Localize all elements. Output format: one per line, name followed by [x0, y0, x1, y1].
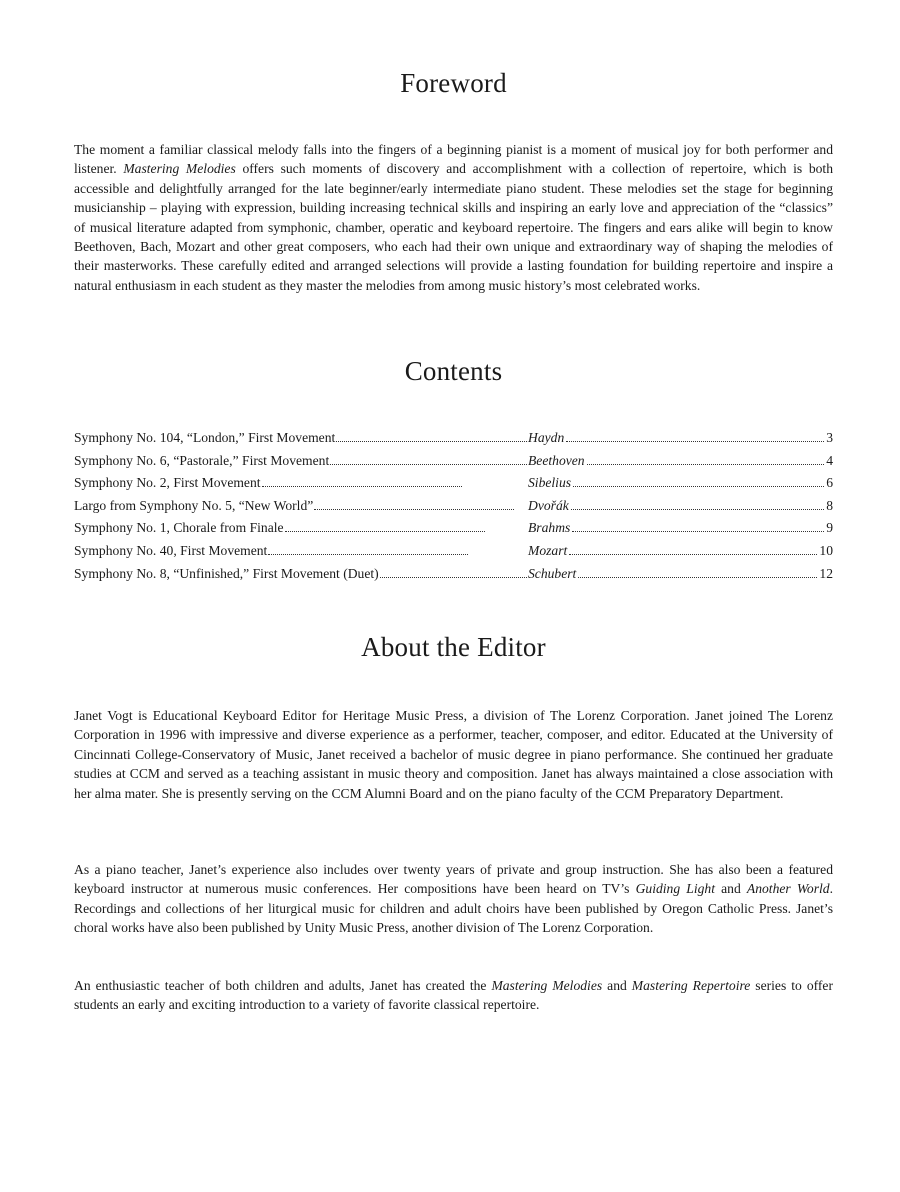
editor-paragraph-1: Janet Vogt is Educational Keyboard Editor for Heritage Music Press, a division of The Lorenz Corporation. Janet joined The Lorenz Corporation in 1996 with impressive and diverse experience as a performer, teacher, composer, and editor. Educated at the University of Cincinnati College-Conservatory of Music, Janet received a bachelor of music degree in piano performance. She continued her graduate studies at CCM and served as a teaching assistant in music theory and composition. Janet has always maintained a close association with her alma mater. She is presently serving on the CCM Alumni Board and on the piano faculty of the CCM Preparatory Department. — [74, 708, 833, 801]
editor-p2-text-2: and — [715, 881, 747, 897]
contents-heading: Contents — [404, 356, 503, 386]
toc-title: Symphony No. 104, “London,” First Movement — [74, 430, 336, 445]
toc-title: Symphony No. 1, Chorale from Finale — [74, 520, 284, 536]
toc-page: 3 — [826, 430, 833, 445]
toc-row[interactable] — [74, 520, 833, 543]
editor-p3-series-1: Mastering Melodies — [491, 978, 603, 993]
toc-composer: Haydn — [528, 430, 565, 445]
toc-leader — [268, 544, 468, 555]
toc-title: Symphony No. 40, First Movement — [74, 542, 268, 558]
toc-row[interactable] — [74, 453, 833, 476]
toc-leader — [587, 454, 825, 465]
toc-title: Symphony No. 6, “Pastorale,” First Movement — [74, 452, 330, 468]
toc-page: 12 — [819, 565, 833, 581]
toc-leader — [380, 567, 527, 578]
editor-p3-text-3: series to offer students an early and exciting introduction to a variety of favorite classical repertoire. — [74, 978, 833, 1013]
foreword-text-2: offers such moments of discovery and accomplishment with a collection of repertoire, which is both accessible and delightfully arranged for the late beginner/early intermediate piano student. These melodies set the stage for beginning musicianship – playing with expression, building increasing technical skills and inspiring an early love and appreciation of the “classics” of musical literature adapted from symphonic, chamber, operatic and keyboard repertoire. The fingers and ears alike will begin to know Beethoven, Bach, Mozart and other great composers, who each had their own unique and extraordinary way of shaping the melodies of their masterworks. These carefully edited and arranged selections will provide a lasting foundation for building repertoire and inspire a natural enthusiasm in each student as they master the melodies from among music history’s most celebrated works. — [74, 161, 834, 293]
toc-row[interactable] — [74, 566, 833, 589]
toc-page: 8 — [826, 497, 833, 513]
toc-row[interactable] — [74, 498, 833, 521]
editor-p3-series-2: Mastering Repertoire — [631, 978, 751, 993]
editor-p2-show-2: Another World — [746, 881, 830, 897]
toc-leader — [571, 499, 824, 510]
toc-row[interactable] — [74, 430, 833, 453]
toc-page: 4 — [826, 452, 833, 468]
toc-leader — [285, 521, 485, 532]
toc-page: 10 — [819, 542, 833, 558]
editor-paragraph-3 — [74, 976, 833, 1015]
toc-page: 6 — [826, 475, 833, 491]
toc-composer: Mozart — [528, 542, 568, 558]
editor-p3-text-1: An enthusiastic teacher of both children and adults, Janet has created the — [74, 978, 492, 993]
editor-p3-text-2: and — [602, 978, 632, 993]
table-of-contents — [74, 430, 833, 588]
toc-leader — [573, 476, 824, 487]
foreword-paragraph — [74, 140, 833, 295]
toc-leader — [578, 567, 817, 578]
toc-row[interactable] — [74, 475, 833, 498]
toc-composer: Schubert — [528, 565, 577, 581]
toc-composer: Brahms — [528, 520, 571, 536]
foreword-book-title: Mastering Melodies — [123, 161, 236, 177]
editor-paragraph-2 — [74, 860, 833, 938]
editor-p2-show-1: Guiding Light — [635, 881, 715, 897]
toc-title: Symphony No. 8, “Unfinished,” First Movement (Duet) — [74, 565, 379, 581]
foreword-heading: Foreword — [400, 68, 507, 98]
toc-leader — [566, 431, 824, 442]
toc-leader — [569, 544, 817, 555]
toc-leader — [330, 454, 527, 465]
toc-leader — [262, 476, 462, 487]
editor-p2-text-1: As a piano teacher, Janet’s experience also includes over twenty years of private and group instruction. She has also been a featured keyboard instructor at numerous music conferences. Her compositions have been heard on TV’s — [74, 862, 833, 897]
toc-composer: Sibelius — [528, 475, 572, 491]
toc-row[interactable] — [74, 543, 833, 566]
toc-composer: Dvořák — [528, 497, 569, 513]
about-editor-heading: About the Editor — [361, 632, 546, 662]
editor-p2-text-3: . Recordings and collections of her liturgical music for children and adult choirs have been published by Oregon Catholic Press. Janet’s choral works have also been published by Unity Music Press, another division of The Lorenz Corporation. — [74, 881, 833, 936]
toc-leader — [336, 431, 527, 442]
toc-leader — [314, 499, 514, 510]
foreword-text-1: The moment a familiar classical melody falls into the fingers of a beginning pianist is a moment of musical joy for both performer and listener. — [74, 142, 833, 177]
toc-page: 9 — [826, 520, 833, 536]
toc-composer: Beethoven — [528, 452, 585, 468]
toc-title: Symphony No. 2, First Movement — [74, 475, 261, 491]
toc-title: Largo from Symphony No. 5, “New World” — [74, 497, 314, 513]
toc-leader — [572, 521, 824, 532]
